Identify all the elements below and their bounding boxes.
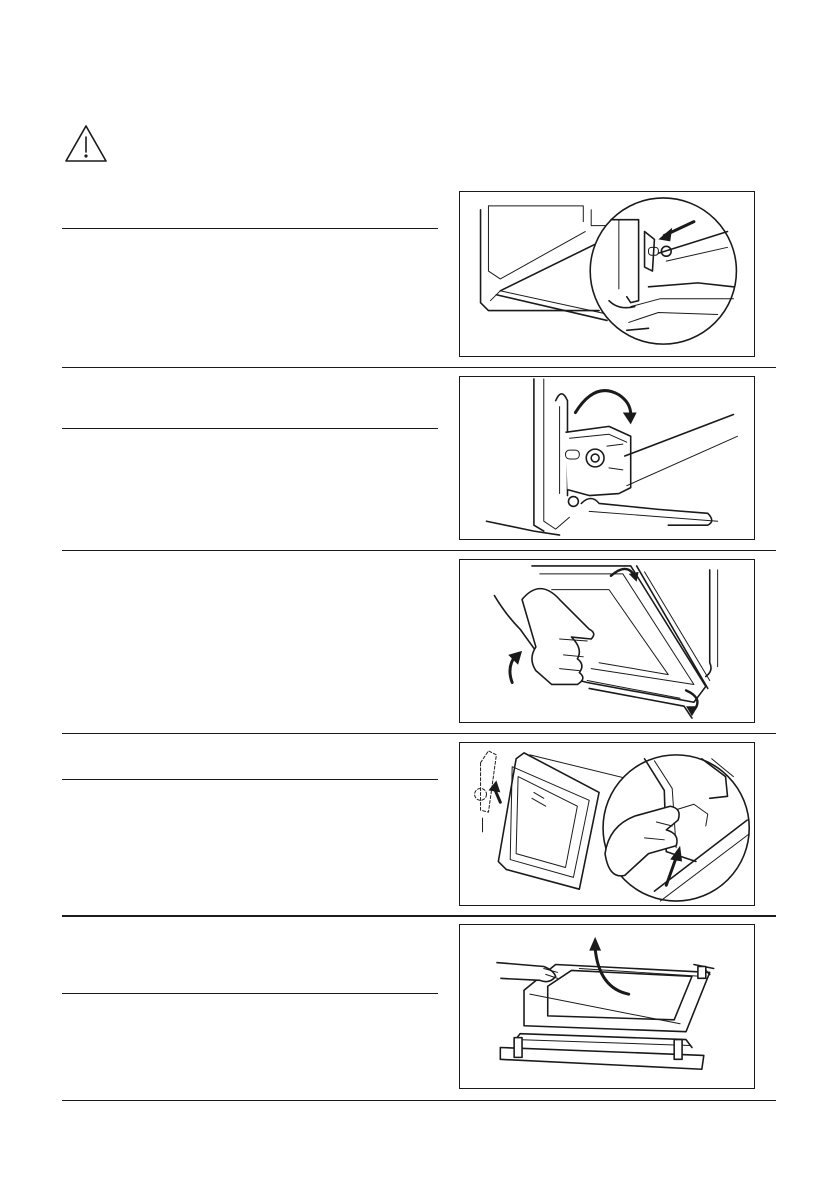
text-rule <box>62 228 438 229</box>
glass-panel-remove-figure <box>459 924 755 1089</box>
door-close-figure <box>459 559 755 723</box>
section-divider <box>62 733 776 734</box>
section-divider <box>62 915 776 917</box>
text-rule <box>62 428 438 429</box>
section-divider <box>62 550 776 551</box>
warning-triangle-icon <box>64 124 108 164</box>
door-panel-lift-figure <box>459 742 755 906</box>
text-rule <box>62 779 438 780</box>
section-divider <box>62 1100 776 1101</box>
section-divider <box>62 367 776 368</box>
text-rule <box>62 993 438 994</box>
door-hinge-lever-figure <box>459 191 755 357</box>
hinge-rotate-figure <box>459 376 755 540</box>
